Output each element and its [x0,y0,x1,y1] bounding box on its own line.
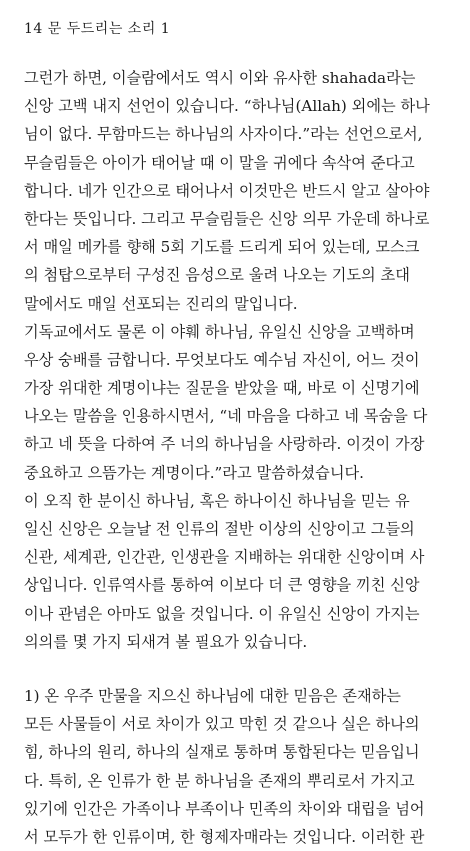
paragraph-2 [24,318,450,487]
text-line: 우상 숭배를 금합니다. 무엇보다도 예수님 자신이, 어느 것이 [24,350,420,369]
text-line: 무슬림들은 아이가 태어날 때 이 말을 귀에다 속삭여 준다고 [24,153,415,172]
text-line: 서 모두가 한 인류이며, 한 형제자매라는 것입니다. 이러한 관 [24,827,425,846]
text-line: 이나 관념은 아마도 없을 것입니다. 이 유일신 신앙이 가지는 [24,604,420,623]
text-line: 말에서도 매일 선포되는 진리의 말입니다. [24,294,298,313]
paragraph-1 [24,64,450,318]
text-line: 나오는 말씀을 인용하시면서, “네 마음을 다하고 네 목숨을 다 [24,407,428,426]
text-line: 의의를 몇 가지 되새겨 볼 필요가 있습니다. [24,632,308,651]
text-line: 신앙 고백 내지 선언이 있습니다. “하나님(Allah) 외에는 하나 [24,97,430,116]
text-line: 1) 온 우주 만물을 지으신 하나님에 대한 믿음은 존재하는 [24,686,401,705]
text-line: 중요하고 으뜸가는 계명이다.”라고 말씀하셨습니다. [24,463,364,482]
text-line: 하고 네 뜻을 다하여 주 너의 하나님을 사랑하라. 이것이 가장 [24,435,425,454]
running-header [24,18,170,38]
text-line: 일신 신앙은 오늘날 전 인류의 절반 이상의 신앙이고 그들의 [24,520,415,538]
text-line: 서 매일 메카를 향해 5회 기도를 드리게 되어 있는데, 모스크 [24,238,420,257]
text-line: 합니다. 네가 인간으로 태어나서 이것만은 반드시 알고 살아야 [24,181,430,200]
text-line: 한다는 뜻입니다. 그리고 무슬림들은 신앙 의무 가운데 하나로 [24,209,430,228]
paragraph-gap [24,656,450,682]
body-text [24,64,450,851]
text-line: 상입니다. 인류역사를 통하여 이보다 더 큰 영향을 끼친 신앙 [24,576,420,595]
text-line: 다. 특히, 온 인류가 한 분 하나님을 존재의 뿌리로서 가지고 [24,771,415,790]
text-line: 이 오직 한 분이신 하나님, 혹은 하나이신 하나님을 믿는 유 [24,491,410,510]
text-line: 힘, 하나의 원리, 하나의 실재로 통하며 통합된다는 믿음입니 [24,743,420,762]
paragraph-3 [24,487,450,656]
text-line: 님이 없다. 무함마드는 하나님의 사자이다.”라는 선언으로서, [24,125,423,144]
text-line: 기독교에서도 물론 이 야훼 하나님, 유일신 신앙을 고백하며 [24,322,415,341]
text-line: 모든 사물들이 서로 차이가 있고 막힌 것 같으나 실은 하나의 [24,715,420,734]
text-line: 가장 위대한 계명이냐는 질문을 받았을 때, 바로 이 신명기에 [24,379,420,398]
paragraph-4 [24,682,450,851]
text-line: 있기에 인간은 가족이나 부족이나 민족의 차이와 대립을 넘어 [24,799,425,818]
text-line: 신관, 세계관, 인간관, 인생관을 지배하는 위대한 신앙이며 사 [24,548,425,567]
page-number: 14 [24,21,43,37]
running-title: 문 두드리는 소리 1 [47,21,171,37]
text-line: 의 첨탑으로부터 구성진 음성으로 울려 나오는 기도의 초대 [24,266,410,285]
text-line: 그런가 하면, 이슬람에서도 역시 이와 유사한 shahada라는 [24,69,416,87]
